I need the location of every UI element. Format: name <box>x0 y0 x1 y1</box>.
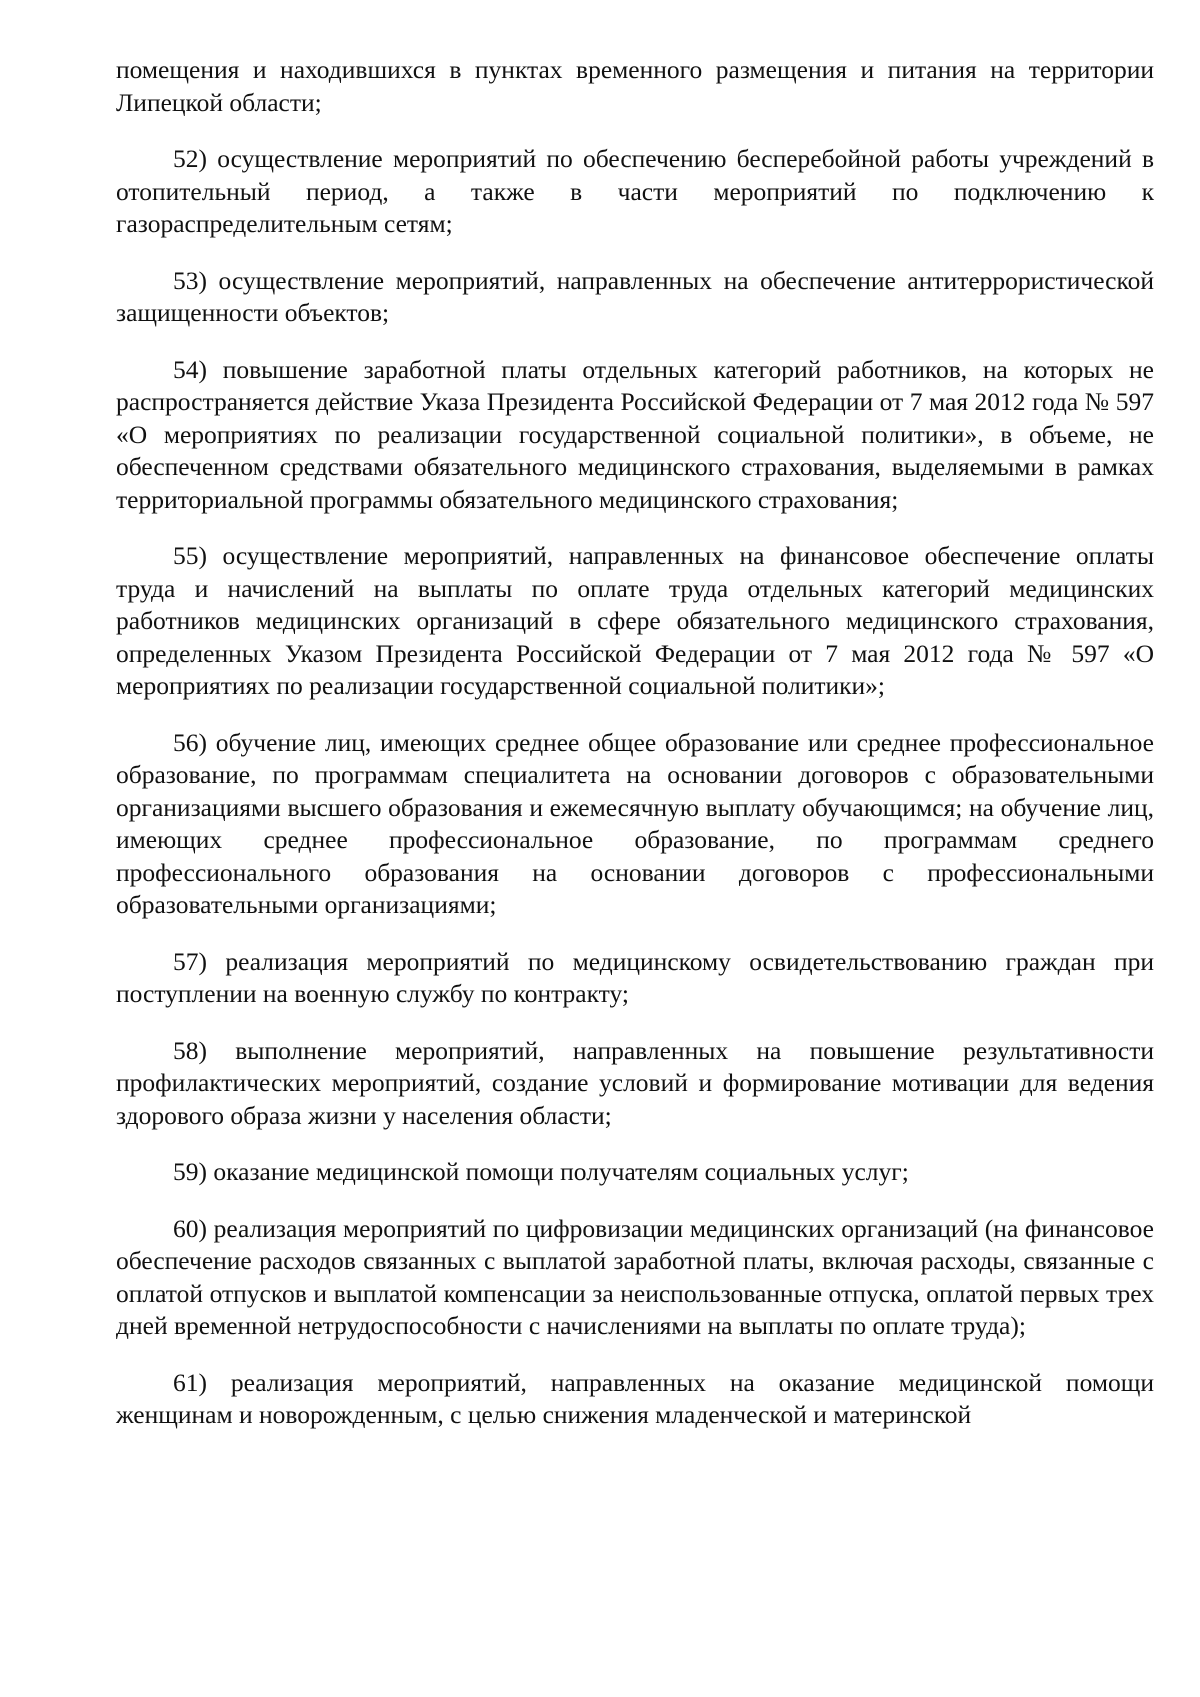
paragraph-61: 61) реализация мероприятий, направленных на оказание медицинской помощи женщинам и новорожденным, с целью снижения младенческой и материнской <box>116 1367 1154 1429</box>
paragraph-56: 56) обучение лиц, имеющих среднее общее образование или среднее профессиональное образование, по программам специалитета на основании договоров с образовательными организациями высшего образования и ежемесячную выплату обучающимся; на обучение лиц, имеющих среднее профессиональное образование, по программам среднего профессионального образования на основании договоров с профессиональными образовательными организациями; <box>116 727 1154 919</box>
paragraph-58: 58) выполнение мероприятий, направленных на повышение результативности профилактических мероприятий, создание условий и формирование мотивации для ведения здорового образа жизни у населения области; <box>116 1035 1154 1130</box>
paragraph-54: 54) повышение заработной платы отдельных категорий работников, на которых не распространяется действие Указа Президента Российской Федерации от 7 мая 2012 года № 597 «О мероприятиях по реализации государственной социальной политики», в объеме, не обеспеченном средствами обязательного медицинского страхования, выделяемыми в рамках территориальной программы обязательного медицинского страхования; <box>116 354 1154 514</box>
paragraph-60: 60) реализация мероприятий по цифровизации медицинских организаций (на финансовое обеспечение расходов связанных с выплатой заработной платы, включая расходы, связанные с оплатой отпусков и выплатой компенсации за неиспользованные отпуска, оплатой первых трех дней временной нетрудоспособности с начислениями на выплаты по оплате труда); <box>116 1213 1154 1340</box>
paragraph-59: 59) оказание медицинской помощи получателям социальных услуг; <box>173 1157 909 1186</box>
paragraph-52: 52) осуществление мероприятий по обеспечению бесперебойной работы учреждений в отопительный период, а также в части мероприятий по подключению к газораспределительным сетям; <box>116 144 1154 238</box>
document-page <box>116 54 1154 1432</box>
paragraph-57: 57) реализация мероприятий по медицинскому освидетельствованию граждан при поступлении на военную службу по контракту; <box>116 946 1154 1008</box>
continuation-paragraph: помещения и находившихся в пунктах временного размещения и питания на территории Липецкой области; <box>116 55 1154 117</box>
paragraph-53: 53) осуществление мероприятий, направленных на обеспечение антитеррористической защищенности объектов; <box>116 265 1154 327</box>
paragraph-55: 55) осуществление мероприятий, направленных на финансовое обеспечение оплаты труда и начислений на выплаты по оплате труда отдельных категорий медицинских работников медицинских организаций в сфере обязательного медицинского страхования, определенных Указом Президента Российской Федерации от 7 мая 2012 года № 597 «О мероприятиях по реализации государственной социальной политики»; <box>116 541 1154 700</box>
